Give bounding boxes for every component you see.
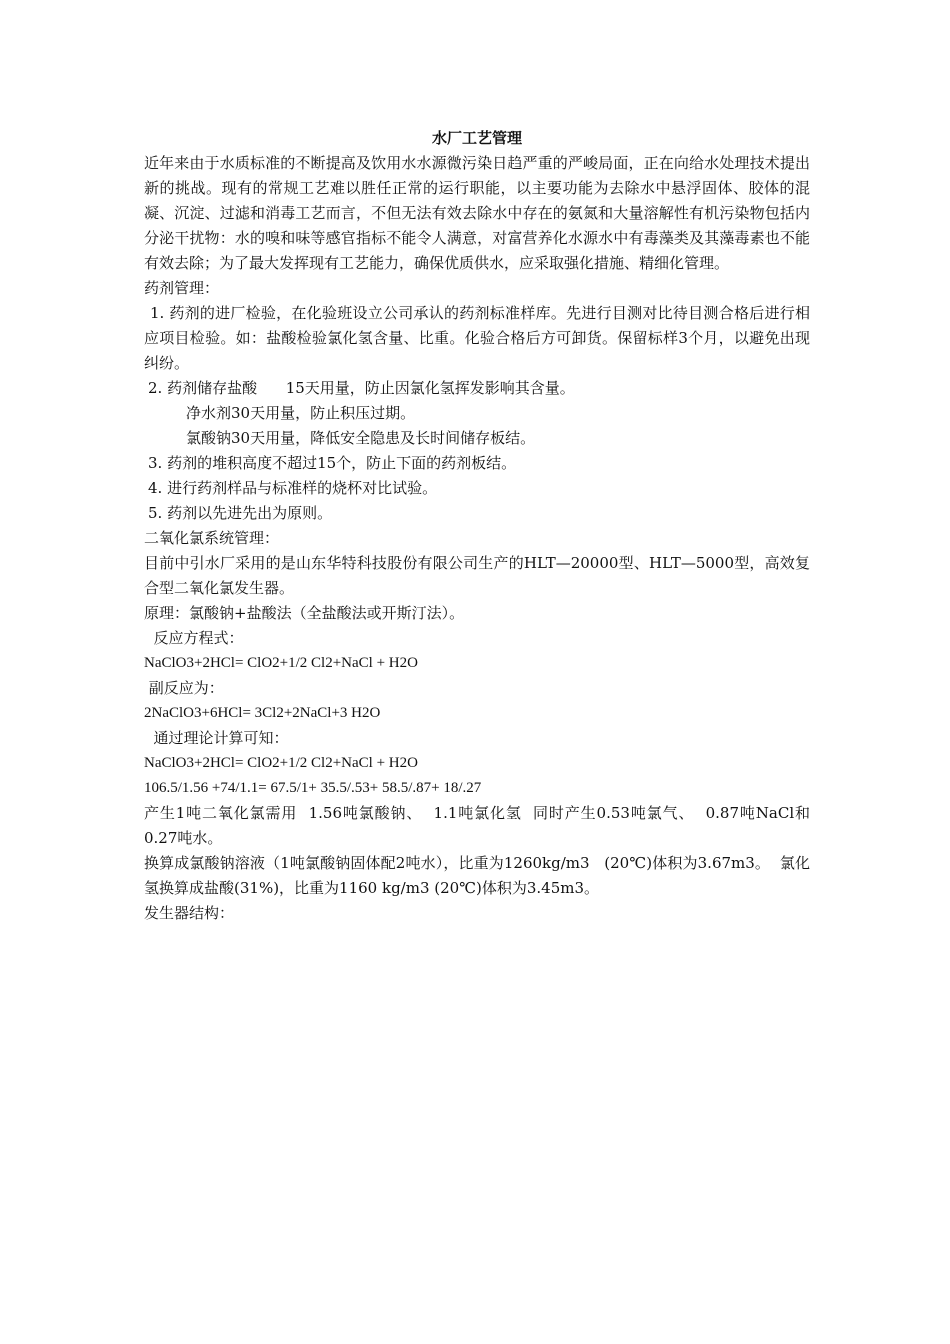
intro-paragraph: 近年来由于水质标准的不断提高及饮用水水源微污染日趋严重的严峻局面，正在向给水处理技术提出新的挑战。现有的常规工艺难以胜任正常的运行职能，以主要功能为去除水中悬浮固体、胶体的混凝、沉淀、过滤和消毒工艺而言，不但无法有效去除水中存在的氨氮和大量溶解性有机污染物包括内分泌干扰物：水的嗅和味等感官指标不能令人满意，对富营养化水源水中有毒藻类及其藻毒素也不能有效去除；为了最大发挥现有工艺能力，确保优质供水，应采取强化措施、精细化管理。 [144,154,810,272]
reagent-item-2b: 净水剂30天用量，防止积压过期。 [186,404,416,422]
side-reaction-equation: 2NaClO3+6HCl= 3Cl2+2NaCl+3 H2O [144,705,381,721]
production-paragraph: 产生1吨二氧化氯需用 1.56吨氯酸钠、 1.1吨氯化氢 同时产生0.53吨氯气、 0.87吨NaCl和 0.27吨水。 [144,804,820,847]
reagent-item-3: 3. 药剂的堆积高度不超过15个，防止下面的药剂板结。 [148,454,517,472]
reagent-item-1: 1. 药剂的进厂检验，在化验班设立公司承认的药剂标准样库。先进行目测对比待目测合格后进行相应项目检验。如：盐酸检验氯化氢含量、比重。化验合格后方可卸货。保留标样3个月，以避免出现纠纷。 [144,304,810,372]
clo2-heading: 二氧化氯系统管理： [144,529,280,547]
reagent-item-2: 2. 药剂储存盐酸 15天用量，防止因氯化氢挥发影响其含量。 [148,379,575,397]
side-reaction-label: 副反应为： [144,679,224,697]
document-body [144,126,820,926]
reagent-item-4: 4. 进行药剂样品与标准样的烧杯对比试验。 [148,479,438,497]
principle-line: 原理：氯酸钠+盐酸法（全盐酸法或开斯汀法）。 [144,604,465,622]
reaction-label: 反应方程式： [144,629,244,647]
calc-equation: NaClO3+2HCl= ClO2+1/2 Cl2+NaCl + H2O [144,755,418,771]
reaction-equation: NaClO3+2HCl= ClO2+1/2 Cl2+NaCl + H2O [144,655,418,671]
conversion-paragraph: 换算成氯酸钠溶液（1吨氯酸钠固体配2吨水），比重为1260kg/m3 (20℃)体积为3.67m3。 氯化氢换算成盐酸(31%)，比重为1160 kg/m3 (20℃)体积为3.45m3。 [144,854,810,897]
structure-heading: 发生器结构： [144,904,235,922]
clo2-intro: 目前中引水厂采用的是山东华特科技股份有限公司生产的HLT—20000型、HLT—5000型，高效复合型二氧化氯发生器。 [144,554,810,597]
reagent-item-5: 5. 药剂以先进先出为原则。 [148,504,333,522]
calc-ratio: 106.5/1.56 +74/1.1= 67.5/1+ 35.5/.53+ 58.5/.87+ 18/.27 [144,780,482,796]
reagent-heading: 药剂管理： [144,279,220,297]
document-title: 水厂工艺管理 [431,129,522,147]
reagent-item-2c: 氯酸钠30天用量，降低安全隐患及长时间储存板结。 [186,429,536,447]
calc-label: 通过理论计算可知： [144,729,289,747]
